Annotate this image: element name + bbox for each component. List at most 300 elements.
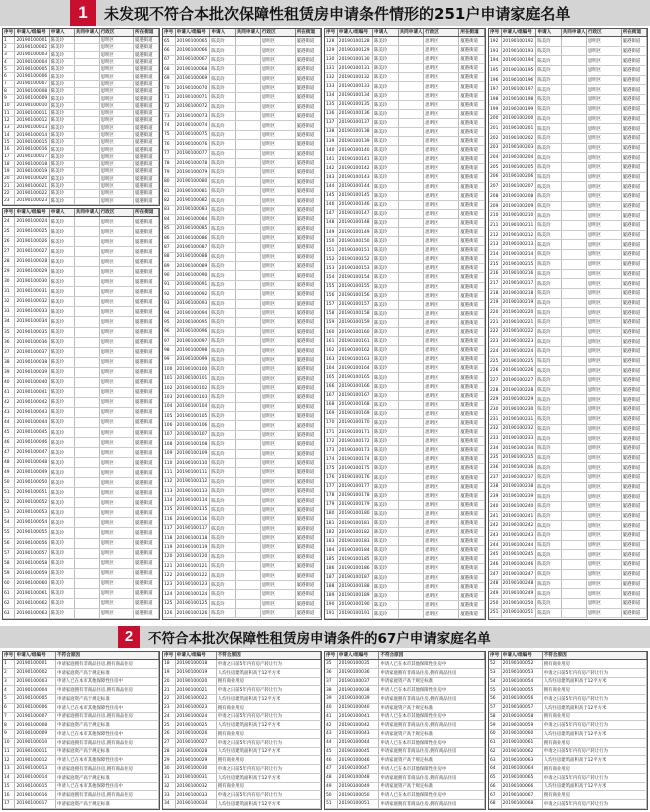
table-cell: 16 [3,791,15,799]
table-cell [236,178,261,186]
table-cell: 厦港街道 [296,450,321,458]
table-row [325,110,485,119]
table-cell [562,395,587,404]
table-cell: 厦港街道 [134,267,159,276]
table-cell: 厦港街道 [296,140,321,148]
table-cell: 20190100018 [15,161,49,167]
table-cell: 厦港街道 [296,309,321,317]
table-cell [399,119,425,127]
column-header: 行政区 [261,29,296,36]
table-cell: 129 [325,46,338,54]
table-cell: 245 [489,550,502,559]
table-cell: 10 [3,739,15,747]
table-row [325,756,485,765]
table-cell: 厦港街道 [134,589,159,598]
table-cell: 思明区 [261,262,296,270]
column-header: 序号 [163,29,176,36]
table-row [163,800,321,809]
table-cell: 厦港街道 [134,528,159,537]
table-cell: 陈美玲 [210,525,235,533]
table-cell: 20190100246 [502,560,537,569]
table-row [489,660,647,669]
table-cell: 厦港街道 [134,549,159,558]
table-cell: 厦港街道 [622,134,647,143]
table-cell: 20190100195 [502,66,537,75]
table-cell: 135 [325,101,338,109]
table-cell [562,347,587,356]
table-cell: 20190100056 [15,539,49,548]
table-cell: 申请人已在本市其他保障性住房中 [379,739,485,747]
table-cell: 20190100019 [176,669,217,677]
column-header: 申请人 [373,29,399,36]
table-row [3,338,159,348]
table-cell: 申请家庭拥有非商品住房,拥有商品住房 [379,774,485,782]
column-header: 申请人/组编号 [502,652,543,659]
table-cell: 厦港街道 [459,574,485,582]
table-cell: 思明区 [100,388,134,397]
table-cell: 50 [3,478,15,487]
table-cell: 思明区 [424,455,459,463]
table-cell: 20190100024 [15,217,49,226]
table-cell: 陈美玲 [536,395,561,404]
table-cell: 48 [3,458,15,467]
table-cell: 53 [489,669,502,677]
table-cell: 厦港街道 [459,92,485,100]
table-cell: 102 [163,384,176,392]
table-cell: 人均住房建筑面积高于12平方米 [543,783,647,791]
table-cell: 39 [3,368,15,377]
table-cell: 20190100120 [176,553,211,561]
table-cell: 思明区 [587,609,622,618]
table-row [163,421,321,430]
table-cell: 181 [325,519,338,527]
table-cell: 厦港街道 [622,550,647,559]
table-cell: 20190100001 [15,37,49,43]
table-cell: 201 [489,124,502,133]
table-cell: 厦港街道 [622,483,647,492]
table-cell: 思明区 [100,468,134,477]
table-cell: 申请家庭资产高于规定标准 [56,695,159,703]
table-cell [399,446,425,454]
table-cell: 厦港街道 [459,246,485,254]
table-cell: 申请家庭拥有非商品住房,拥有商品住房 [379,721,485,729]
table-cell: 思明区 [261,450,296,458]
table-cell: 申请家庭资产高于规定标准 [56,800,159,808]
table-cell: 厦港街道 [134,190,159,196]
table-cell: 厦港街道 [622,357,647,366]
table-cell [236,346,261,354]
table-cell: 思明区 [424,519,459,527]
table-cell: 26 [163,730,176,738]
table-cell [75,44,100,50]
table-cell: 厦港街道 [622,240,647,249]
table-cell: 34 [3,317,15,326]
table-cell: 陈美玲 [210,487,235,495]
table-cell: 陈美玲 [373,328,399,336]
table-cell: 98 [163,346,176,354]
table-row [3,721,159,730]
table-cell: 20190100029 [15,267,49,276]
table-cell: 厦港街道 [459,173,485,181]
column-header: 序号 [489,652,502,659]
table-cell: 思明区 [100,328,134,337]
table-cell: 陈美玲 [373,219,399,227]
table-cell [399,328,425,336]
table-cell [236,600,261,608]
table-cell: 20190100046 [15,438,49,447]
table-cell: 2 [3,669,15,677]
table-cell: 161 [325,337,338,345]
table-cell: 思明区 [424,410,459,418]
table-cell: 33 [163,791,176,799]
table-cell: 陈美玲 [50,154,75,160]
table-cell [236,459,261,467]
table-row [163,56,321,65]
table-cell [75,66,100,72]
table-cell: 厦港街道 [134,183,159,189]
table-cell: 思明区 [261,571,296,579]
table-cell [75,408,100,417]
table-cell: 思明区 [100,508,134,517]
table-cell: 20190100031 [176,774,217,782]
table-row [489,115,647,125]
table-cell: 思明区 [587,173,622,182]
table-cell [75,418,100,427]
table-cell: 54 [3,518,15,527]
table-cell: 厦港街道 [296,571,321,579]
table-row [3,756,159,765]
table-row [325,428,485,437]
table-cell: 陈美玲 [210,253,235,261]
table-cell [236,309,261,317]
table-cell: 陈美玲 [210,571,235,579]
table-row [489,318,647,328]
table-cell: 思明区 [587,56,622,65]
table-cell: 陈美玲 [536,134,561,143]
table-cell: 20190100125 [176,600,211,608]
table-row [489,502,647,512]
table-cell: 厦港街道 [134,146,159,152]
table-row [325,510,485,519]
table-cell: 思明区 [100,103,134,109]
table-cell: 209 [489,202,502,211]
table-cell: 人均住房建筑面积高于12平方米 [543,756,647,764]
table-cell: 陈美玲 [373,119,399,127]
table-cell: 厦港街道 [459,310,485,318]
table-cell: 12 [3,756,15,764]
table-cell: 陈美玲 [210,112,235,120]
table-cell: 20190100021 [15,183,49,189]
table-cell: 厦港街道 [296,543,321,551]
table-cell: 20190100186 [338,564,373,572]
table-cell [399,219,425,227]
table-row [325,328,485,337]
table-cell: 厦港街道 [134,81,159,87]
table-cell: 思明区 [261,478,296,486]
table-row [325,765,485,774]
table-cell: 厦港街道 [134,247,159,256]
table-cell: 思明区 [424,337,459,345]
table-row [489,580,647,590]
table-cell: 20190100078 [176,159,211,167]
table-header [3,29,159,37]
table-cell: 思明区 [587,299,622,308]
section1-table-block [488,28,648,620]
table-cell: 思明区 [100,317,134,326]
table-row [325,592,485,601]
table-cell: 厦港街道 [459,55,485,63]
table-cell: 陈美玲 [373,110,399,118]
table-cell: 20190100172 [338,437,373,445]
table-cell: 陈美玲 [373,492,399,500]
table-cell: 20190100219 [502,299,537,308]
table-cell: 陈美玲 [50,132,75,138]
table-cell: 20190100013 [15,125,49,131]
column-header: 申请人/组编号 [502,29,537,36]
section1-table-block [2,208,160,620]
table-cell: 238 [489,483,502,492]
table-row [3,117,159,124]
table-cell: 20190100008 [15,721,56,729]
table-row [325,264,485,273]
table-cell [75,95,100,101]
table-cell: 厦港街道 [622,144,647,153]
table-row [489,153,647,163]
table-cell: 思明区 [587,308,622,317]
table-cell [562,260,587,269]
table-cell: 247 [489,570,502,579]
table-cell: 20190100012 [15,117,49,123]
table-cell [399,228,425,236]
table-cell: 20190100050 [15,478,49,487]
table-row [3,518,159,528]
table-cell: 20190100183 [338,537,373,545]
table-row [3,378,159,388]
table-cell [75,458,100,467]
table-cell [562,202,587,211]
table-row [163,730,321,739]
table-row [325,283,485,292]
table-row [163,112,321,121]
table-cell: 陈美玲 [536,405,561,414]
table-cell: 20190100057 [15,549,49,558]
table-cell: 思明区 [100,498,134,507]
table-cell: 20190100066 [502,783,543,791]
table-cell: 厦港街道 [459,401,485,409]
table-cell: 思明区 [424,173,459,181]
table-cell [75,589,100,598]
table-cell: 20190100145 [338,192,373,200]
table-cell: 陈美玲 [210,581,235,589]
section2-title: 不符合本批次保障性租赁房申请条件的67户申请家庭名单 [148,631,491,647]
table-cell: 123 [163,581,176,589]
table-row [163,506,321,515]
table-row [489,395,647,405]
table-cell: 213 [489,240,502,249]
table-row [489,95,647,105]
table-header [3,652,159,660]
table-row [489,202,647,212]
table-cell: 20190100025 [176,721,217,729]
table-cell: 思明区 [261,581,296,589]
table-cell: 厦港街道 [296,75,321,83]
table-row [325,564,485,573]
table-cell: 陈美玲 [536,415,561,424]
table-cell [399,137,425,145]
table-cell: 陈美玲 [373,464,399,472]
table-cell: 思明区 [100,458,134,467]
table-cell: 陈美玲 [373,355,399,363]
table-cell: 陈美玲 [536,308,561,317]
table-cell: 厦港街道 [134,287,159,296]
table-cell: 20190100190 [338,601,373,609]
table-cell [75,37,100,43]
table-cell: 20190100072 [176,103,211,111]
table-cell: 思明区 [100,154,134,160]
column-header: 不符合原因 [217,652,321,659]
table-row [163,84,321,93]
table-cell: 50 [325,791,338,799]
table-cell [75,358,100,367]
table-cell: 陈美玲 [373,46,399,54]
table-cell: 9 [3,95,15,101]
table-cell: 厦港街道 [622,415,647,424]
table-row [325,401,485,410]
table-cell: 厦港街道 [296,384,321,392]
table-row [3,161,159,168]
table-row [3,559,159,569]
table-cell: 陈美玲 [50,190,75,196]
table-cell: 思明区 [100,139,134,145]
table-cell: 厦港街道 [459,492,485,500]
table-cell [399,37,425,45]
column-header: 申请人/组编号 [15,29,49,36]
table-cell: 31 [3,287,15,296]
section1-table-block [324,28,486,620]
table-cell: 115 [163,506,176,514]
table-cell: 思明区 [100,88,134,94]
table-cell [562,337,587,346]
table-cell: 厦港街道 [459,373,485,381]
table-cell: 厦港街道 [134,88,159,94]
table-cell: 20190100022 [15,190,49,196]
table-row [3,791,159,800]
table-cell [562,47,587,56]
table-cell: 20190100047 [15,448,49,457]
table-cell [562,405,587,414]
table-cell: 251 [489,609,502,618]
table-cell: 厦港街道 [134,398,159,407]
table-cell: 思明区 [100,247,134,256]
column-header: 序号 [489,29,502,36]
table-cell: 197 [489,85,502,94]
table-cell: 4 [3,59,15,65]
table-cell: 67 [163,56,176,64]
table-cell: 拥有商业用房 [543,739,647,747]
table-cell: 思明区 [261,318,296,326]
table-row [3,669,159,678]
table-cell: 思明区 [424,364,459,372]
table-cell: 20190100058 [502,713,543,721]
table-cell: 80 [163,178,176,186]
table-cell: 陈美玲 [210,515,235,523]
table-cell: 陈美玲 [50,217,75,226]
table-cell: 246 [489,560,502,569]
table-cell: 思明区 [100,81,134,87]
table-cell: 厦港街道 [134,468,159,477]
table-cell [236,225,261,233]
table-cell: 思明区 [424,574,459,582]
table-cell: 厦港街道 [622,202,647,211]
table-cell: 22 [163,695,176,703]
table-cell: 168 [325,401,338,409]
table-cell [236,562,261,570]
table-cell: 厦港街道 [622,386,647,395]
table-cell: 思明区 [100,277,134,286]
column-header: 序号 [325,29,338,36]
table-cell: 20190100164 [338,364,373,372]
table-row [163,496,321,505]
table-cell: 20190100154 [338,273,373,281]
table-cell: 20190100096 [176,328,211,336]
table-cell: 86 [163,234,176,242]
table-cell: 申请人已在本市其他保障性住房中 [379,791,485,799]
table-cell: 厦港街道 [622,231,647,240]
table-cell: 厦港街道 [622,541,647,550]
table-cell: 陈美玲 [210,431,235,439]
table-cell [562,473,587,482]
table-cell [75,247,100,256]
table-cell: 73 [163,112,176,120]
table-cell: 厦港街道 [622,473,647,482]
table-cell: 陈美玲 [210,450,235,458]
column-header: 序号 [3,209,15,216]
table-cell: 厦港街道 [622,66,647,75]
table-cell: 14 [3,132,15,138]
table-cell: 20190100070 [176,84,211,92]
table-cell: 20190100249 [502,589,537,598]
table-cell: 思明区 [424,255,459,263]
table-cell: 41 [325,713,338,721]
table-cell [236,571,261,579]
table-cell: 20190100027 [176,739,217,747]
table-cell: 陈美玲 [50,146,75,152]
table-row [3,198,159,205]
table-cell: 20190100097 [176,337,211,345]
table-cell: 20190100011 [15,110,49,116]
table-cell: 思明区 [587,279,622,288]
table-header [325,29,485,37]
table-cell: 厦港街道 [296,431,321,439]
table-cell: 37 [325,678,338,686]
table-cell: 厦港街道 [622,76,647,85]
table-cell: 20190100020 [15,176,49,182]
table-cell [399,592,425,600]
table-row [163,515,321,524]
table-cell: 22 [3,190,15,196]
table-row [325,392,485,401]
table-row [3,678,159,687]
table-cell: 20190100247 [502,570,537,579]
table-cell: 21 [163,686,176,694]
table-cell [562,415,587,424]
table-cell: 84 [163,215,176,223]
table-cell: 20190100111 [176,468,211,476]
table-row [325,119,485,128]
table-cell: 厦港街道 [296,600,321,608]
table-row [325,464,485,473]
table-cell: 111 [163,468,176,476]
